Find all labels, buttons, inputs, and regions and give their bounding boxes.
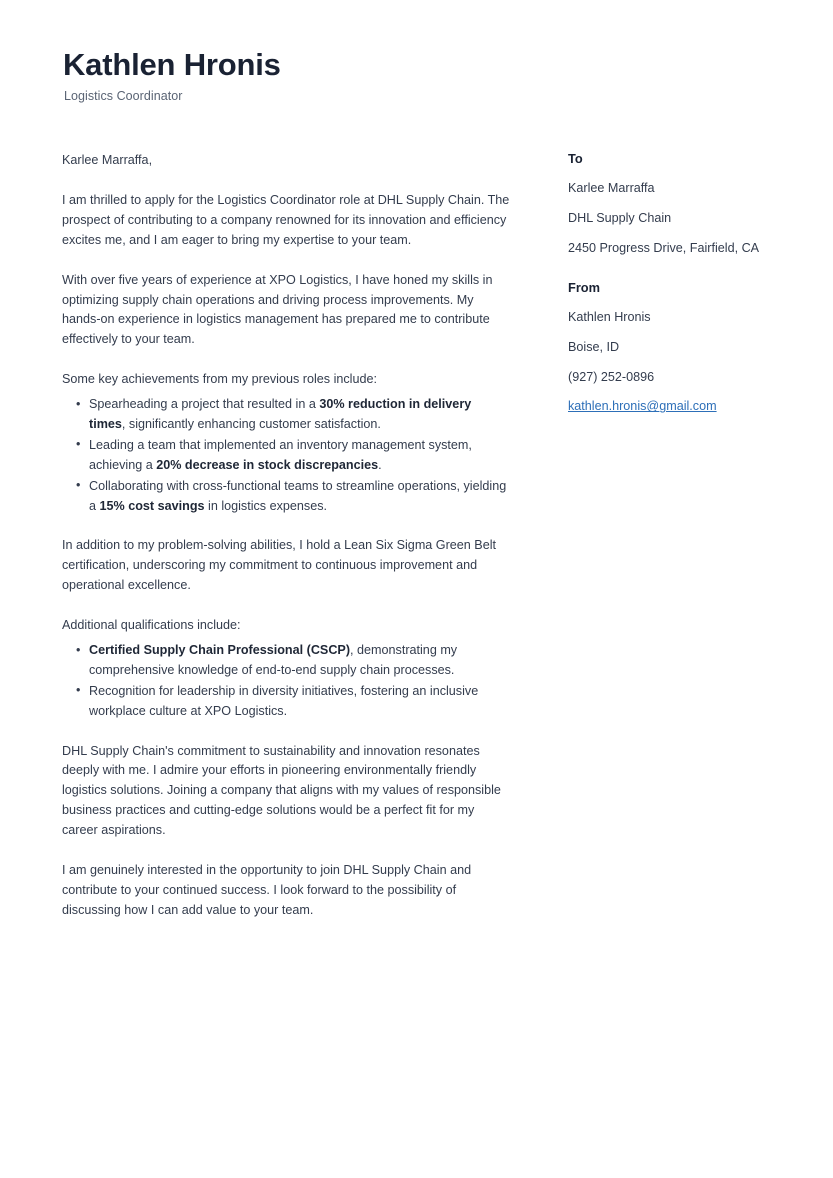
to-heading: To: [568, 151, 583, 167]
list-item: [62, 395, 510, 435]
page-title: Kathlen Hronis: [63, 47, 281, 82]
bullet-text-before: Recognition for leadership in diversity initiatives, fostering an inclusive workplace culture at XPO Logistics.: [89, 683, 479, 718]
recipient-block: [568, 151, 771, 258]
achievements-intro: Some key achievements from my previous roles include:: [62, 372, 377, 387]
paragraph-certification: In addition to my problem-solving abilities, I hold a Lean Six Sigma Green Belt certification, underscoring my commitment to continuous improvement and operational excellence.: [62, 538, 497, 593]
sender-phone: (927) 252-0896: [568, 369, 655, 384]
letter-body-columns: [62, 151, 771, 941]
letter-header: [63, 48, 771, 103]
sender-email-line: [568, 397, 771, 416]
bullet-text-before: Leading a team that implemented an inventory management system, achieving a: [89, 437, 472, 472]
recipient-company: DHL Supply Chain: [568, 210, 672, 225]
bullet-text-before: Spearheading a project that resulted in a: [89, 397, 320, 412]
paragraph-intro: I am thrilled to apply for the Logistics Coordinator role at DHL Supply Chain. The prospect of contributing to a company renowned for its innovation and efficiency excites me, and I am eager to bring my expertise to your team.: [62, 192, 510, 247]
bullet-text-after: in logistics expenses.: [204, 498, 328, 513]
sender-block: [568, 280, 771, 417]
paragraph-company-values: DHL Supply Chain's commitment to sustainability and innovation resonates deeply with me. I admire your efforts in pioneering environmentally friendly logistics solutions. Joining a company that aligns with my values of responsible business practices and cutting-edge solutions would be a perfect fit for my career aspirations.: [62, 743, 501, 838]
salutation: Karlee Marraffa,: [62, 153, 153, 168]
letter-main-column: [62, 151, 520, 941]
bullet-text-bold: Certified Supply Chain Professional (CSCP): [89, 643, 351, 658]
job-title: Logistics Coordinator: [64, 89, 183, 104]
sender-email-link[interactable]: kathlen.hronis@gmail.com: [568, 399, 717, 414]
paragraph-closing: I am genuinely interested in the opportunity to join DHL Supply Chain and contribute to your continued success. I look forward to the possibility of discussing how I can add value to your team.: [62, 863, 472, 917]
achievements-list: [62, 395, 510, 516]
qualifications-list: [62, 641, 510, 722]
bullet-text-bold: 20% decrease in stock discrepancies: [156, 457, 379, 472]
list-item: [62, 436, 510, 476]
from-heading: From: [568, 279, 600, 295]
list-item: [62, 682, 510, 722]
bullet-text-after: , significantly enhancing customer satisfaction.: [121, 417, 381, 431]
recipient-address: 2450 Progress Drive, Fairfield, CA: [568, 240, 760, 255]
bullet-text-before: Collaborating with cross-functional teams to streamline operations, yielding a: [89, 478, 507, 513]
list-item: [62, 477, 510, 517]
sender-name: Kathlen Hronis: [568, 309, 651, 324]
qualifications-intro: Additional qualifications include:: [62, 618, 241, 633]
bullet-text-bold: 30% reduction in delivery times: [89, 397, 472, 431]
list-item: [62, 641, 510, 681]
bullet-text-after: .: [378, 457, 382, 472]
letter-sidebar: [520, 151, 771, 438]
bullet-text-bold: 15% cost savings: [99, 498, 205, 513]
paragraph-experience: With over five years of experience at XPO Logistics, I have honed my skills in optimizing supply chain operations and driving process improvements. My hands-on experience in logistics management has prepared me to contribute effectively to your team.: [62, 272, 493, 347]
bullet-text-after: , demonstrating my comprehensive knowledge of end-to-end supply chain processes.: [89, 643, 458, 677]
recipient-name: Karlee Marraffa: [568, 181, 655, 196]
sender-location: Boise, ID: [568, 339, 620, 354]
